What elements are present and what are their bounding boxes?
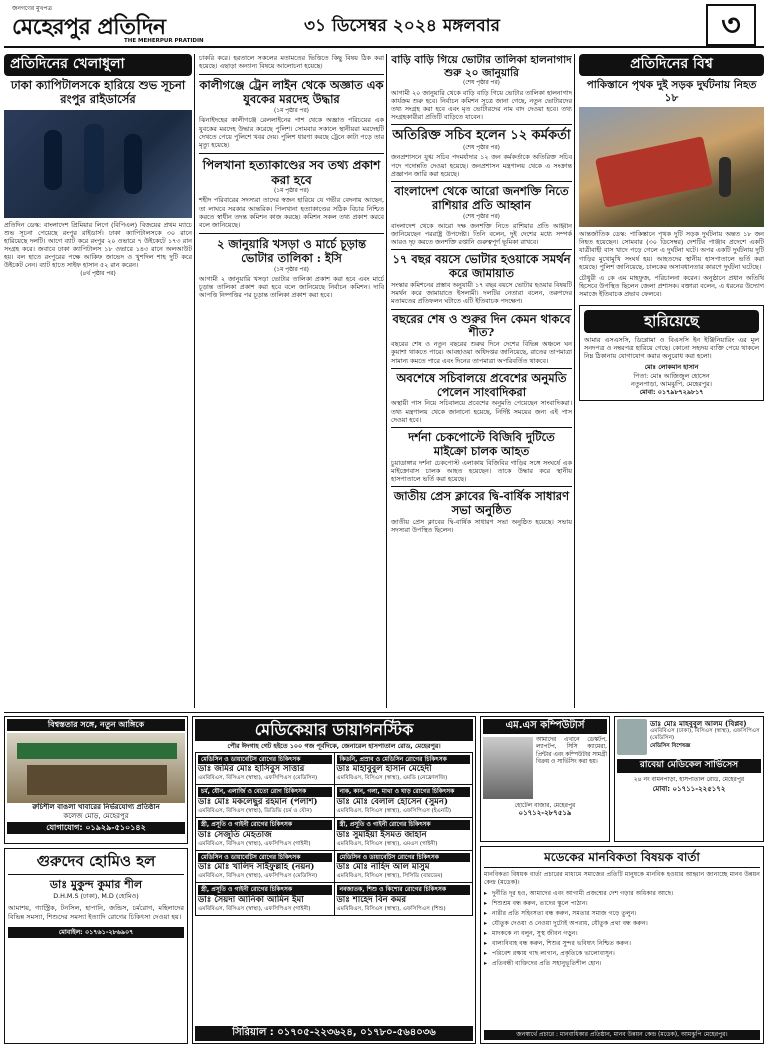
humanity-intro: মানবিকতা বিষয়ক বার্তা প্রচারের মাধ্যমে সমাজের প্রতিটি মানুষকে মানবিক হওয়ার আহ্বান জানাচ্ছে মানব উন্নয়ন কেন্দ্র (মডেক)।: [484, 871, 760, 887]
sports-cont: (৪র্থ পৃষ্ঠার পর): [80, 270, 116, 277]
middle-right-column: [386, 54, 572, 708]
world-column: [574, 54, 764, 708]
humanity-item: ▸ মাদককে না বলুন, সুস্থ জীবন গড়ুন।: [484, 930, 760, 938]
doctor-photo: [617, 719, 647, 755]
computer-address: হোটেল বাজার, মেহেরপুর: [514, 801, 576, 809]
humanity-list: [484, 890, 760, 968]
train-cont: (১ম পৃষ্ঠার পর): [274, 107, 309, 114]
bus-accident-photo: [579, 107, 764, 227]
press-headline: জাতীয় প্রেস ক্লাবের দ্বি-বার্ষিক সাধারণ সভা অনুষ্ঠিত: [393, 489, 570, 517]
world-body: আন্তর্জাতিক ডেস্ক: পাকিস্তানে পৃথক দুটি সড়ক দুর্ঘটনায় অন্তত ১৮ জন নিহত হয়েছেন। সোমবার (৩০ ডিসেম্বর) দেশটির পাঞ্জাব প্রদেশে একটি যাত্রীবাহী বাস খাদে পড়ে গেলে এ দুর্ঘটনা ঘটে। অপর একটি দুর্ঘটনায় দুটি গাড়ির মুখোমুখি সংঘর্ষ হয়। আহতদের স্থানীয় হাসপাতালে ভর্তি করা হয়েছে। পুলিশ জানিয়েছে, চালকের অসাবধানতার কারণে দুর্ঘটনা ঘটেছে।: [579, 230, 764, 271]
doctor-name: ডাঃ মাহাবুবুল হাসান মেহেদী: [336, 764, 432, 775]
newspaper-title: মেহেরপুর প্রতিদিন: [12, 14, 166, 40]
restaurant-phone: ০১৯২৯-৫১০১৪২: [85, 823, 146, 833]
tagline: জনগণের মুখপত্র: [12, 5, 52, 12]
doctor-name: ডাঃ মোঃ মকলেছুর রহমান (পলাশ): [198, 797, 318, 808]
homeo-degree: D.H.M.S (ঢাকা), M.D (হোমিও): [53, 892, 139, 901]
lost-body: আমার এসএসসি, ডিপ্লোমা ও বিএসসি ইন ইঞ্জিনিয়ারিং এর মূল সনদপত্র ও নম্বরপত্র হারিয়ে গেছে। কোনো সহৃদয় ব্যক্তি পেয়ে থাকলে নিম্ন ঠিকানায় যোগাযোগ করার অনুরোধ করা হলো।: [584, 335, 759, 361]
diag-doctor-row: [196, 752, 473, 785]
humanity-item: ▸ বাল্যবিবাহ বন্ধ করুন, শিশুর সুন্দর ভবিষ্যৎ নিশ্চিত করুন।: [484, 940, 760, 948]
secretary-cont: (শেষ পৃষ্ঠার পর): [463, 144, 500, 151]
sports-section-header: প্রতিদিনের খেলাধুলা: [4, 54, 192, 76]
restaurant-tag: বিশ্বস্ততার সঙ্গে, নতুন আঙ্গিকে: [7, 719, 185, 731]
sports-body: প্রতিদিন ডেস্ক: বাংলাদেশ প্রিমিয়ার লিগে (বিপিএল) বিজয়ের প্রথম ম্যাচে শুভ সূচনা পেয়েছে রংপুর রাইডার্স। ঢাকা ক্যাপিটালসকে ৩০ রানে হারিয়েছে দলটি। আগে ব্যাট করে রংপুর ২০ ওভারে ৭ উইকেটে ১৭৩ রান সংগ্রহ করে। জবাবে ঢাকা ক্যাপিটালস ১৮ ওভারে ১৪৩ রানে অলআউট হয়। বল হাতে রংপুরের পক্ষে আকিফ জাভেদ ও খুশদিল শাহ দুটি করে উইকেট নেন। ব্যাট হাতে সাইফ হাসান ৫২ রান করেন।: [4, 220, 192, 270]
diag-doctor-cell: [196, 752, 335, 785]
restaurant-contact: [7, 822, 185, 834]
voter-body: আগামী ২০ জানুয়ারি থেকে বাড়ি বাড়ি গিয়ে ভোটার তালিকা হালনাগাদ কার্যক্রম শুরু হবে। নির্বাচন কমিশন সূত্রে জানা গেছে, নতুন ভোটারদের তথ্য সংগ্রহ করা হবে এবং মৃত ভোটারদের নাম বাদ দেওয়া হবে। তথ্য সংগ্রহকারীরা প্রতিটি বাড়িতে যাবেন।: [391, 88, 572, 122]
world-section-header: প্রতিদিনের বিশ্ব: [579, 54, 764, 76]
diag-doctor-row: [196, 785, 473, 818]
winter-headline: বছরের শেষ ও শুরুর দিন কেমন থাকবে শীত?: [392, 311, 571, 340]
diag-doctor-row: [196, 883, 473, 916]
doctor-name: ডাঃ শাহেদ বিন কমর: [336, 895, 407, 906]
diag-doctor-cell: [196, 850, 335, 883]
train-headline: কালীগঞ্জে ট্রেন লাইন থেকে অজ্ঞাত এক যুবকের মরদেহ উদ্ধার: [199, 78, 384, 107]
humanity-title: মডেকের মানবিকতা বিষয়ক বার্তা: [484, 850, 760, 868]
draft-headline: ২ জানুয়ারি খসড়া ও মার্চে চূড়ান্ত ভোটার তালিকা : ইসি: [216, 237, 367, 265]
lost-title: হারিয়েছে: [584, 310, 759, 333]
winter-body: বছরের শেষ ও নতুন বছরের শুরুর দিনে দেশের বিভিন্ন অঞ্চলে ঘন কুয়াশা থাকতে পারে। আবহাওয়া অধিদপ্তর জানিয়েছে, রাতের তাপমাত্রা সামান্য কমতে পারে এবং দিনের তাপমাত্রা অপরিবর্তিত থাকবে।: [391, 340, 572, 365]
doctor-specialty: কিডনি, প্রস্রাব ও মেডিসিন রোগের চিকিৎসক: [337, 755, 471, 765]
homeo-name: গুরুদেব হোমিও হল: [36, 852, 156, 870]
diag-doctor-cell: [196, 785, 335, 818]
doctor-degree: এমবিবিএস, বিসিএস (স্বাস্থ্য), এফসিপিএস (ইএনটি): [336, 807, 452, 814]
draft-body: আগামী ২ জানুয়ারি খসড়া ভোটার তালিকা প্রকাশ করা হবে এবং মার্চে চূড়ান্ত তালিকা প্রকাশ করা হবে বলে জানিয়েছে নির্বাচন কমিশন। দাবি আপত্তি নিষ্পত্তির পর চূড়ান্ত তালিকা প্রকাশ করা হবে।: [199, 275, 384, 300]
diag-doctor-cell: [334, 850, 473, 883]
doctor-degree: এমবিবিএস, বিসিএস (স্বাস্থ্য), এমডি (নেফ্রোলজি): [336, 775, 448, 782]
doctor-degree: এমবিবিএস, বিসিএস (স্বাস্থ্য), এফসিপিএস (শিশু): [336, 906, 446, 913]
col2-top-text: চাকরি করে। হরতালে সকলের মতামতের ভিত্তিতে কিছু বিষয় ঠিক করা হয়েছে। এছাড়া অন্যান্য বিষয়ে আলোচনা হয়েছে।: [199, 54, 384, 71]
doctor-degree: এমবিবিএস, বিসিএস (স্বাস্থ্য), ডিডিভি (চর্ম ও যৌন): [198, 807, 312, 814]
homeo-services: আমাশয়, গ্যাস্ট্রিক, টনসিল, হাপানি, জন্ডিস, চর্মরোগ, মহিলাদের বিভিন্ন সমস্যা, শিশুদের সমস্যা ইত্যাদি রোগের চিকিৎসা দেওয়া হয়।: [8, 904, 184, 921]
diag-doctor-cell: [196, 818, 335, 851]
draft-cont: (১ম পৃষ্ঠার পর): [274, 266, 309, 273]
doctor2-degree: এমবিবিএস (ঢাকা), বিসিএস (স্বাস্থ্য), এফসিপিএস (মেডিসিন): [650, 728, 760, 742]
restaurant-name: রুচিশীল বাঙলা খাবারের নির্ভরযোগ্য প্রতিষ্ঠান: [32, 803, 160, 812]
humanity-item: ▸ দুর্নীতি দূর হও, আমাদের এবং আগামী প্রজন্মের দেশ গড়ার অধিকার আছে।: [484, 890, 760, 898]
diagnostic-ad: [192, 716, 476, 1044]
restaurant-ad: [4, 716, 188, 844]
journalist-headline: অবশেষে সচিবালয়ে প্রবেশের অনুমতি পেলেন সাংবাদিকরা: [396, 370, 567, 399]
world-body2: চৌধুরী এ কে এম মাহফুজ, পরিচালনা করেন। অনুষ্ঠানে প্রধান অতিথি হিসেবে উপস্থিত ছিলেন জেলা প্রশাসক। বক্তারা বলেন, এ ধরনের উদ্যোগ সমাজে ইতিবাচক প্রভাব ফেলবে।: [579, 274, 764, 299]
humanity-item: ▸ যৌতুক দেওয়া ও নেওয়া দুটোই অপরাধ, যৌতুক প্রথা বন্ধ করুন।: [484, 920, 760, 928]
doctor-specialty: স্ত্রী, প্রসূতি ও গাইনী রোগের চিকিৎসক: [337, 820, 471, 830]
doctor-degree: এমবিবিএস, বিসিএস (স্বাস্থ্য), এফসিপিএস (মেডিসিন): [198, 775, 318, 782]
cricket-photo: [4, 110, 192, 218]
masthead: [4, 4, 764, 48]
newspaper-title-en: THE MEHERPUR PRATIDIN: [124, 38, 204, 44]
diag-doctor-cell: [334, 752, 473, 785]
doctor-specialty: নবজাতক, শিশু ও কিশোর রোগের চিকিৎসক: [337, 885, 471, 895]
doctor-specialty: স্ত্রী, প্রসূতি ও গাইনী রোগের চিকিৎসক: [198, 820, 332, 830]
diag-subtitle: পৌর ঈদগাহ গেট হইতে ১০০ গজ পূর্বদিকে, জেনারেল হাসপাতাল রোড, মেহেরপুর।: [227, 742, 441, 751]
doctor-degree: এমবিবিএস, বিসিএস (স্বাস্থ্য), এফসিপিএস (গাইনী): [198, 840, 311, 847]
doctor2-phone: মোবা: ০১৭১১-২২৫১৭২: [652, 785, 726, 794]
doctor-name: ডাঃ সৈয়দা আনিকা আমিন ইমা: [198, 895, 304, 906]
doctor-specialty: স্ত্রী, প্রসূতি ও গাইনী রোগের চিকিৎসক: [198, 885, 332, 895]
homeo-contact: মোবাইল: ০১৭৬১-২৮৬৯০৭: [8, 927, 184, 937]
diag-doctor-cell: [196, 883, 335, 916]
doctor-specialty: নাক, কান, গলা, মাথা ও ঘাড় রোগের চিকিৎসক: [337, 787, 471, 797]
doctor2-clinic-address: ২৪ নং বামনপাড়া, হাসপাতাল রোড, মেহেরপুর: [633, 775, 745, 783]
diag-serial: [195, 1026, 473, 1041]
diag-doctor-cell: [334, 785, 473, 818]
lost-notice: [579, 305, 764, 402]
humanity-item: ▸ পরিবেশ রক্ষায় গাছ লাগান, প্রকৃতিকে ভালোবাসুন।: [484, 950, 760, 958]
doctor-degree: এমবিবিএস, বিসিএস (স্বাস্থ্য), এমএস (গাইনী): [336, 840, 438, 847]
computer-phone: ০১৭১২-২৮৭৫১৯: [518, 809, 572, 818]
pilkhana-body: শহীদ পরিবারের সদস্যরা তাদের স্বজন হারিয়ে যে গভীর বেদনায় আছেন, তা লাঘবে সরকার আন্তরিক। পিলখানা হত্যাকাণ্ডের সঠিক বিচার নিশ্চিত করতে স্বাধীন তদন্ত কমিশন কাজ করছে। কমিশন সকল তথ্য প্রকাশ করবে বলে জানিয়েছে।: [199, 196, 384, 229]
journalist-body: অস্থায়ী পাস নিয়ে সচিবালয়ে প্রবেশের অনুমতি পেয়েছেন সাংবাদিকরা। তথ্য মন্ত্রণালয় থেকে জানানো হয়েছে, নির্দিষ্ট সময়ের জন্য এই পাস দেওয়া হবে।: [391, 399, 572, 424]
voter-cont: (শেষ পৃষ্ঠার পর): [463, 80, 500, 87]
doctor-specialty: মেডিসিন ও ডায়াবেটিস রোগের চিকিৎসক: [198, 853, 332, 863]
doctor-name: ডাঃ সুমাইয়া ইসমত জাহান: [336, 829, 427, 840]
issue-date: ৩১ ডিসেম্বর ২০২৪ মঙ্গলবার: [304, 16, 500, 36]
rashia-cont: (শেষ পৃষ্ঠার পর): [463, 213, 500, 220]
doctor-degree: এমবিবিএস, বিসিএস (স্বাস্থ্য), এফসিপিএস (মেডিসিন): [198, 873, 318, 880]
doctor2-role: মেডিসিন বিশেষজ্ঞ: [650, 742, 691, 749]
restaurant-phone-label: যোগাযোগ:: [46, 823, 83, 833]
age17-body: সংস্কার কমিশনের প্রস্তাব অনুযায়ী ১৭ বছর বয়সে ভোটার হওয়ার বিষয়টি সমর্থন করে জামায়াতে ইসলামী। দলটির নেতারা বলেন, তরুণদের মতামতের প্রতিফলন ঘটাতে এটি ইতিবাচক পদক্ষেপ।: [391, 281, 572, 306]
diag-doctor-cell: [334, 818, 473, 851]
darshana-headline: দর্শনা চেকপোস্টে বিজিবি দুটিতে মাইক্রো চালক আহত: [408, 429, 555, 458]
computer-title: এম.এস কম্পিউটার্স: [483, 719, 607, 734]
doctor-name: ডাঃ জমির মোঃ হাসিবুস সাত্তার: [198, 764, 305, 775]
rashia-headline: বাংলাদেশ থেকে আরো জনশক্তি নিতে রাশিয়ার প্রতি আহ্বান: [394, 183, 569, 212]
restaurant-place: কলেজ মোড়, মেহেরপুর: [63, 812, 129, 821]
doctor-name: ডাঃ মোঃ নাহিদ আল মাসুম: [336, 862, 430, 873]
computer-ad: [480, 716, 610, 842]
doctor-ad: [614, 716, 764, 842]
humanity-footer: জনস্বার্থে প্রচারে : মানবাধিকার প্রতিষ্ঠান, মানব উন্নয়ন কেন্দ্র (মডেক), আমঝুপি মেহেরপুর।: [484, 1030, 760, 1040]
homeo-doctor: ডাঃ মুকুন্দ কুমার শীল: [49, 878, 143, 892]
doctor-name: ডাঃ সেজুতি মেহতাজ: [198, 829, 272, 840]
humanity-item: ▸ নারীর প্রতি সহিংসতা বন্ধ করুন, সমতার সমাজ গড়ে তুলুন।: [484, 910, 760, 918]
lost-address: নতুনপাড়া, আমঝুপি, মেহেরপুর।: [631, 379, 712, 388]
diag-serial-label: সিরিয়াল :: [232, 1027, 274, 1039]
doctor2-name: ডাঃ মোঃ মাহবুবুল আলম (বিপ্লব): [650, 719, 747, 728]
doctor-specialty: মেডিসিন ও ডায়াবেটিস রোগের চিকিৎসক: [337, 853, 471, 863]
humanity-ad: [480, 846, 764, 1044]
diag-doctor-row: [196, 850, 473, 883]
diag-serial-numbers: ০১৭০৫-২২৩৬২৪, ০১৭৮০-৫৬৪০৩৬: [277, 1027, 436, 1039]
humanity-item: ▸ প্রতিবন্ধী ব্যক্তিদের প্রতি সহানুভূতিশীল হোন।: [484, 960, 760, 968]
train-body: ঝিনাইদহের কালীগঞ্জে রেললাইনের পাশ থেকে অজ্ঞাত পরিচয়ের এক যুবকের মরদেহ উদ্ধার করেছে পুলিশ। সোমবার সকালে স্থানীয়রা মরদেহটি দেখতে পেয়ে পুলিশে খবর দেয়। পুলিশ ধারণা করছে ট্রেনে কাটা পড়ে তার মৃত্যু হয়েছে।: [199, 116, 384, 149]
world-headline: পাকিস্তানে পৃথক দুই সড়ক দুর্ঘটনায় নিহত ১৮: [586, 78, 757, 104]
doctor-name: ডাঃ মোঃ বেলাল হোসেন (সুমন): [336, 797, 449, 808]
doctor-name: ডাঃ মোঃ খালিদ সাইফুল্লাহ (নয়ন): [198, 862, 315, 873]
diag-title: মেডিকেয়ার ডায়াগনস্টিক: [195, 719, 473, 741]
sports-column: [4, 54, 192, 708]
rashia-body: বাংলাদেশ থেকে আরো দক্ষ জনশক্তি নিতে রাশিয়ার প্রতি আহ্বান জানিয়েছেন পররাষ্ট্র উপদেষ্টা। তিনি বলেন, দুই দেশের মধ্যে সম্পর্ক আরও দৃঢ় করতে জনশক্তি রপ্তানি গুরুত্বপূর্ণ ভূমিকা রাখবে।: [391, 221, 572, 247]
pilkhana-cont: (১ম পৃষ্ঠার পর): [274, 187, 309, 194]
homeo-ad: [4, 848, 188, 1044]
secretary-headline: অতিরিক্ত সচিব হলেন ১২ কর্মকর্তা: [392, 128, 571, 144]
doctor2-clinic: রাবেয়া মেডিকেল সার্ভিসেস: [617, 759, 761, 773]
lost-phone: মোবা: ০১৭৯৮৭২৯৮১৭: [639, 387, 704, 396]
lost-father: পিতা: মোঃ আজিজুল হোসেন: [633, 371, 710, 380]
secretary-body: জনপ্রশাসনে যুগ্ম সচিব পদমর্যাদার ১২ জন কর্মকর্তাকে অতিরিক্ত সচিব পদে পদোন্নতি দেওয়া হয়েছে। জনপ্রশাসন মন্ত্রণালয় থেকে এ সংক্রান্ত প্রজ্ঞাপন জারি করা হয়েছে।: [391, 153, 572, 178]
page-number: ৩: [706, 4, 756, 46]
doctor-degree: এমবিবিএস, বিসিএস (স্বাস্থ্য), এফসিপিএস (গাইনী): [198, 906, 311, 913]
press-body: জাতীয় প্রেস ক্লাবের দ্বি-বার্ষিক সাধারণ সভা অনুষ্ঠিত হয়েছে। সভায় সদস্যরা উপস্থিত ছিলেন।: [391, 517, 572, 534]
computer-body: আমাদের এখানে ডেস্কটপ, ল্যাপটপ, সিসি ক্যামেরা, প্রিন্টার এবং কম্পিউটার সামগ্রী বিক্রয় ও সার্ভিসিং করা হয়।: [536, 736, 607, 766]
diag-doctor-cell: [334, 883, 473, 916]
sports-headline: ঢাকা ক্যাপিটালসকে হারিয়ে শুভ সূচনা রংপুর রাইডার্সের: [10, 77, 186, 106]
restaurant-photo: [7, 733, 185, 803]
diag-doctor-row: [196, 818, 473, 851]
pilkhana-headline: পিলখানা হত্যাকাণ্ডের সব তথ্য প্রকাশ করা হবে: [202, 158, 381, 187]
computer-products-photo: [483, 737, 533, 799]
middle-left-column: [194, 54, 384, 708]
doctor-specialty: মেডিসিন ও ডায়াবেটিস রোগের চিকিৎসক: [198, 755, 332, 765]
doctor-specialty: চর্ম, যৌন, এলার্জি ও বেতো রোগ চিকিৎসক: [198, 787, 332, 797]
lost-name: মোঃ লোকমান হাসান: [644, 363, 699, 372]
darshana-body: চুয়াডাঙ্গার দর্শনা চেকপোস্ট এলাকায় বিজিবির গাড়ির সঙ্গে সংঘর্ষে এক মাইক্রোবাস চালক আহত হয়েছেন। তাকে উদ্ধার করে স্থানীয় হাসপাতালে ভর্তি করা হয়েছে।: [391, 458, 572, 483]
humanity-item: ▸ শিশুশ্রম বন্ধ করুন, তাদের স্কুলে পাঠান।: [484, 900, 760, 908]
diag-doctor-table: [195, 752, 473, 917]
age17-headline: ১৭ বছর বয়সে ভোটার হওয়াকে সমর্থন করে জামায়াত: [392, 252, 571, 281]
voter-headline: বাড়ি বাড়ি গিয়ে ভোটার তালিকা হালনাগাদ শুরু ২০ জানুয়ারি: [391, 54, 572, 79]
doctor-degree: এমবিবিএস, বিসিএস (স্বাস্থ্য), সিসিডি (বারডেম): [336, 873, 443, 880]
